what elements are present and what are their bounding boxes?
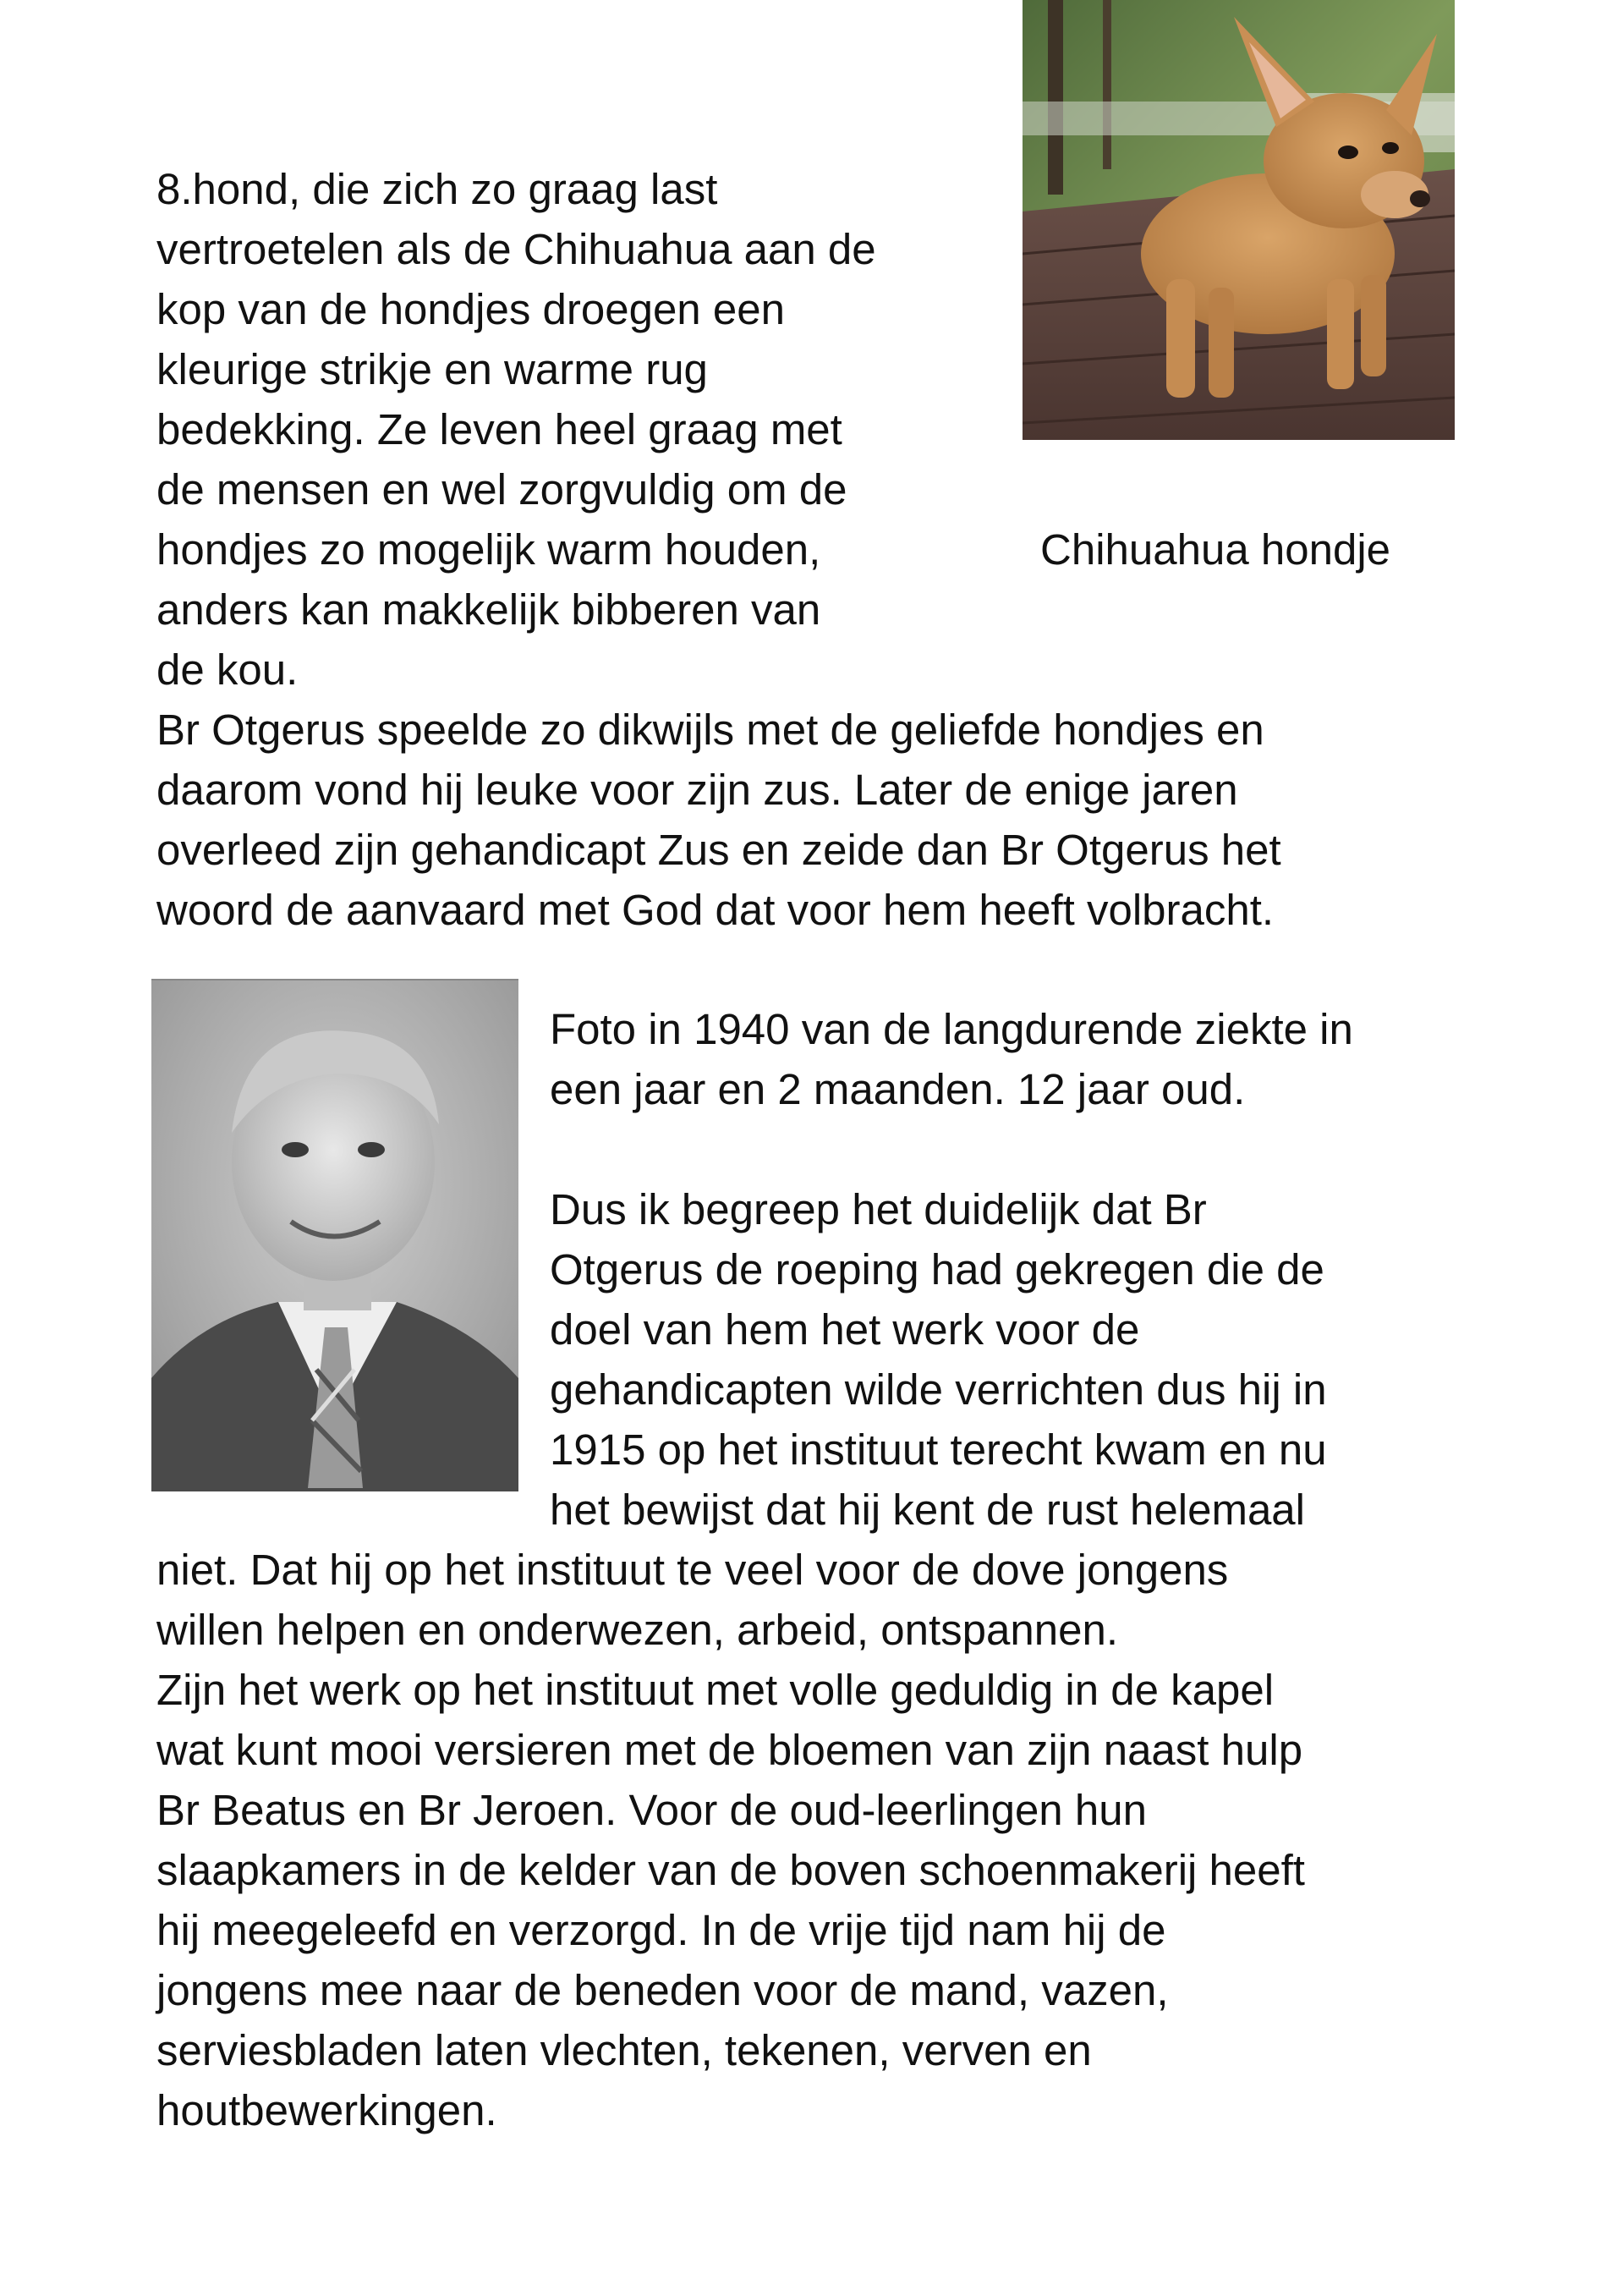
paragraph-line: Dus ik begreep het duidelijk dat Br — [550, 1185, 1207, 1233]
paragraph-line: Zijn het werk op het instituut met volle geduldig in de kapel — [156, 1666, 1275, 1714]
intro-line: 8.hond, die zich zo graag last — [156, 165, 718, 213]
intro-line: kleurige strikje en warme rug — [156, 345, 708, 393]
paragraph-line: 1915 op het instituut terecht kwam en nu — [550, 1425, 1327, 1474]
intro-line: bedekking. Ze leven heel graag met — [156, 405, 842, 453]
paragraph-line: woord de aanvaard met God dat voor hem heeft volbracht. — [156, 886, 1275, 934]
photo-caption-line: Foto in 1940 van de langdurende ziekte in — [550, 1005, 1353, 1053]
intro-line: de kou. — [156, 645, 299, 694]
intro-line: de mensen en wel zorgvuldig om de — [156, 465, 847, 514]
portrait-photo — [151, 979, 518, 1491]
paragraph-line: willen helpen en onderwezen, arbeid, ontspannen. — [156, 1606, 1118, 1654]
paragraph-line: jongens mee naar de beneden voor de mand, vazen, — [156, 1966, 1169, 2014]
paragraph-line: doel van hem het werk voor de — [550, 1305, 1140, 1354]
chihuahua-photo — [1023, 0, 1455, 440]
paragraph-line: hij meegeleefd en verzorgd. In de vrije tijd nam hij de — [156, 1906, 1166, 1954]
paragraph-line: wat kunt mooi versieren met de bloemen van zijn naast hulp — [156, 1726, 1303, 1774]
paragraph-line: Br Beatus en Br Jeroen. Voor de oud-leerlingen hun — [156, 1786, 1147, 1834]
paragraph-line: gehandicapten wilde verrichten dus hij in — [550, 1365, 1327, 1414]
paragraph-line: Otgerus de roeping had gekregen die de — [550, 1245, 1324, 1294]
intro-line: kop van de hondjes droegen een — [156, 285, 785, 333]
paragraph-line: slaapkamers in de kelder van de boven schoenmakerij heeft — [156, 1846, 1305, 1894]
paragraph-line: het bewijst dat hij kent de rust helemaal — [550, 1486, 1305, 1534]
dog-caption: Chihuahua hondje — [1040, 525, 1391, 574]
photo-caption-line: een jaar en 2 maanden. 12 jaar oud. — [550, 1065, 1246, 1113]
intro-line: anders kan makkelijk bibberen van — [156, 585, 821, 634]
intro-line: hondjes zo mogelijk warm houden, — [156, 525, 821, 574]
paragraph-line: overleed zijn gehandicapt Zus en zeide dan Br Otgerus het — [156, 826, 1281, 874]
intro-line: vertroetelen als de Chihuahua aan de — [156, 225, 876, 273]
paragraph-line: serviesbladen laten vlechten, tekenen, verven en — [156, 2026, 1092, 2074]
paragraph-line: houtbewerkingen. — [156, 2086, 497, 2134]
paragraph-line: niet. Dat hij op het instituut te veel voor de dove jongens — [156, 1546, 1229, 1594]
paragraph-line: Br Otgerus speelde zo dikwijls met de geliefde hondjes en — [156, 706, 1264, 754]
paragraph-line: daarom vond hij leuke voor zijn zus. Later de enige jaren — [156, 766, 1238, 814]
